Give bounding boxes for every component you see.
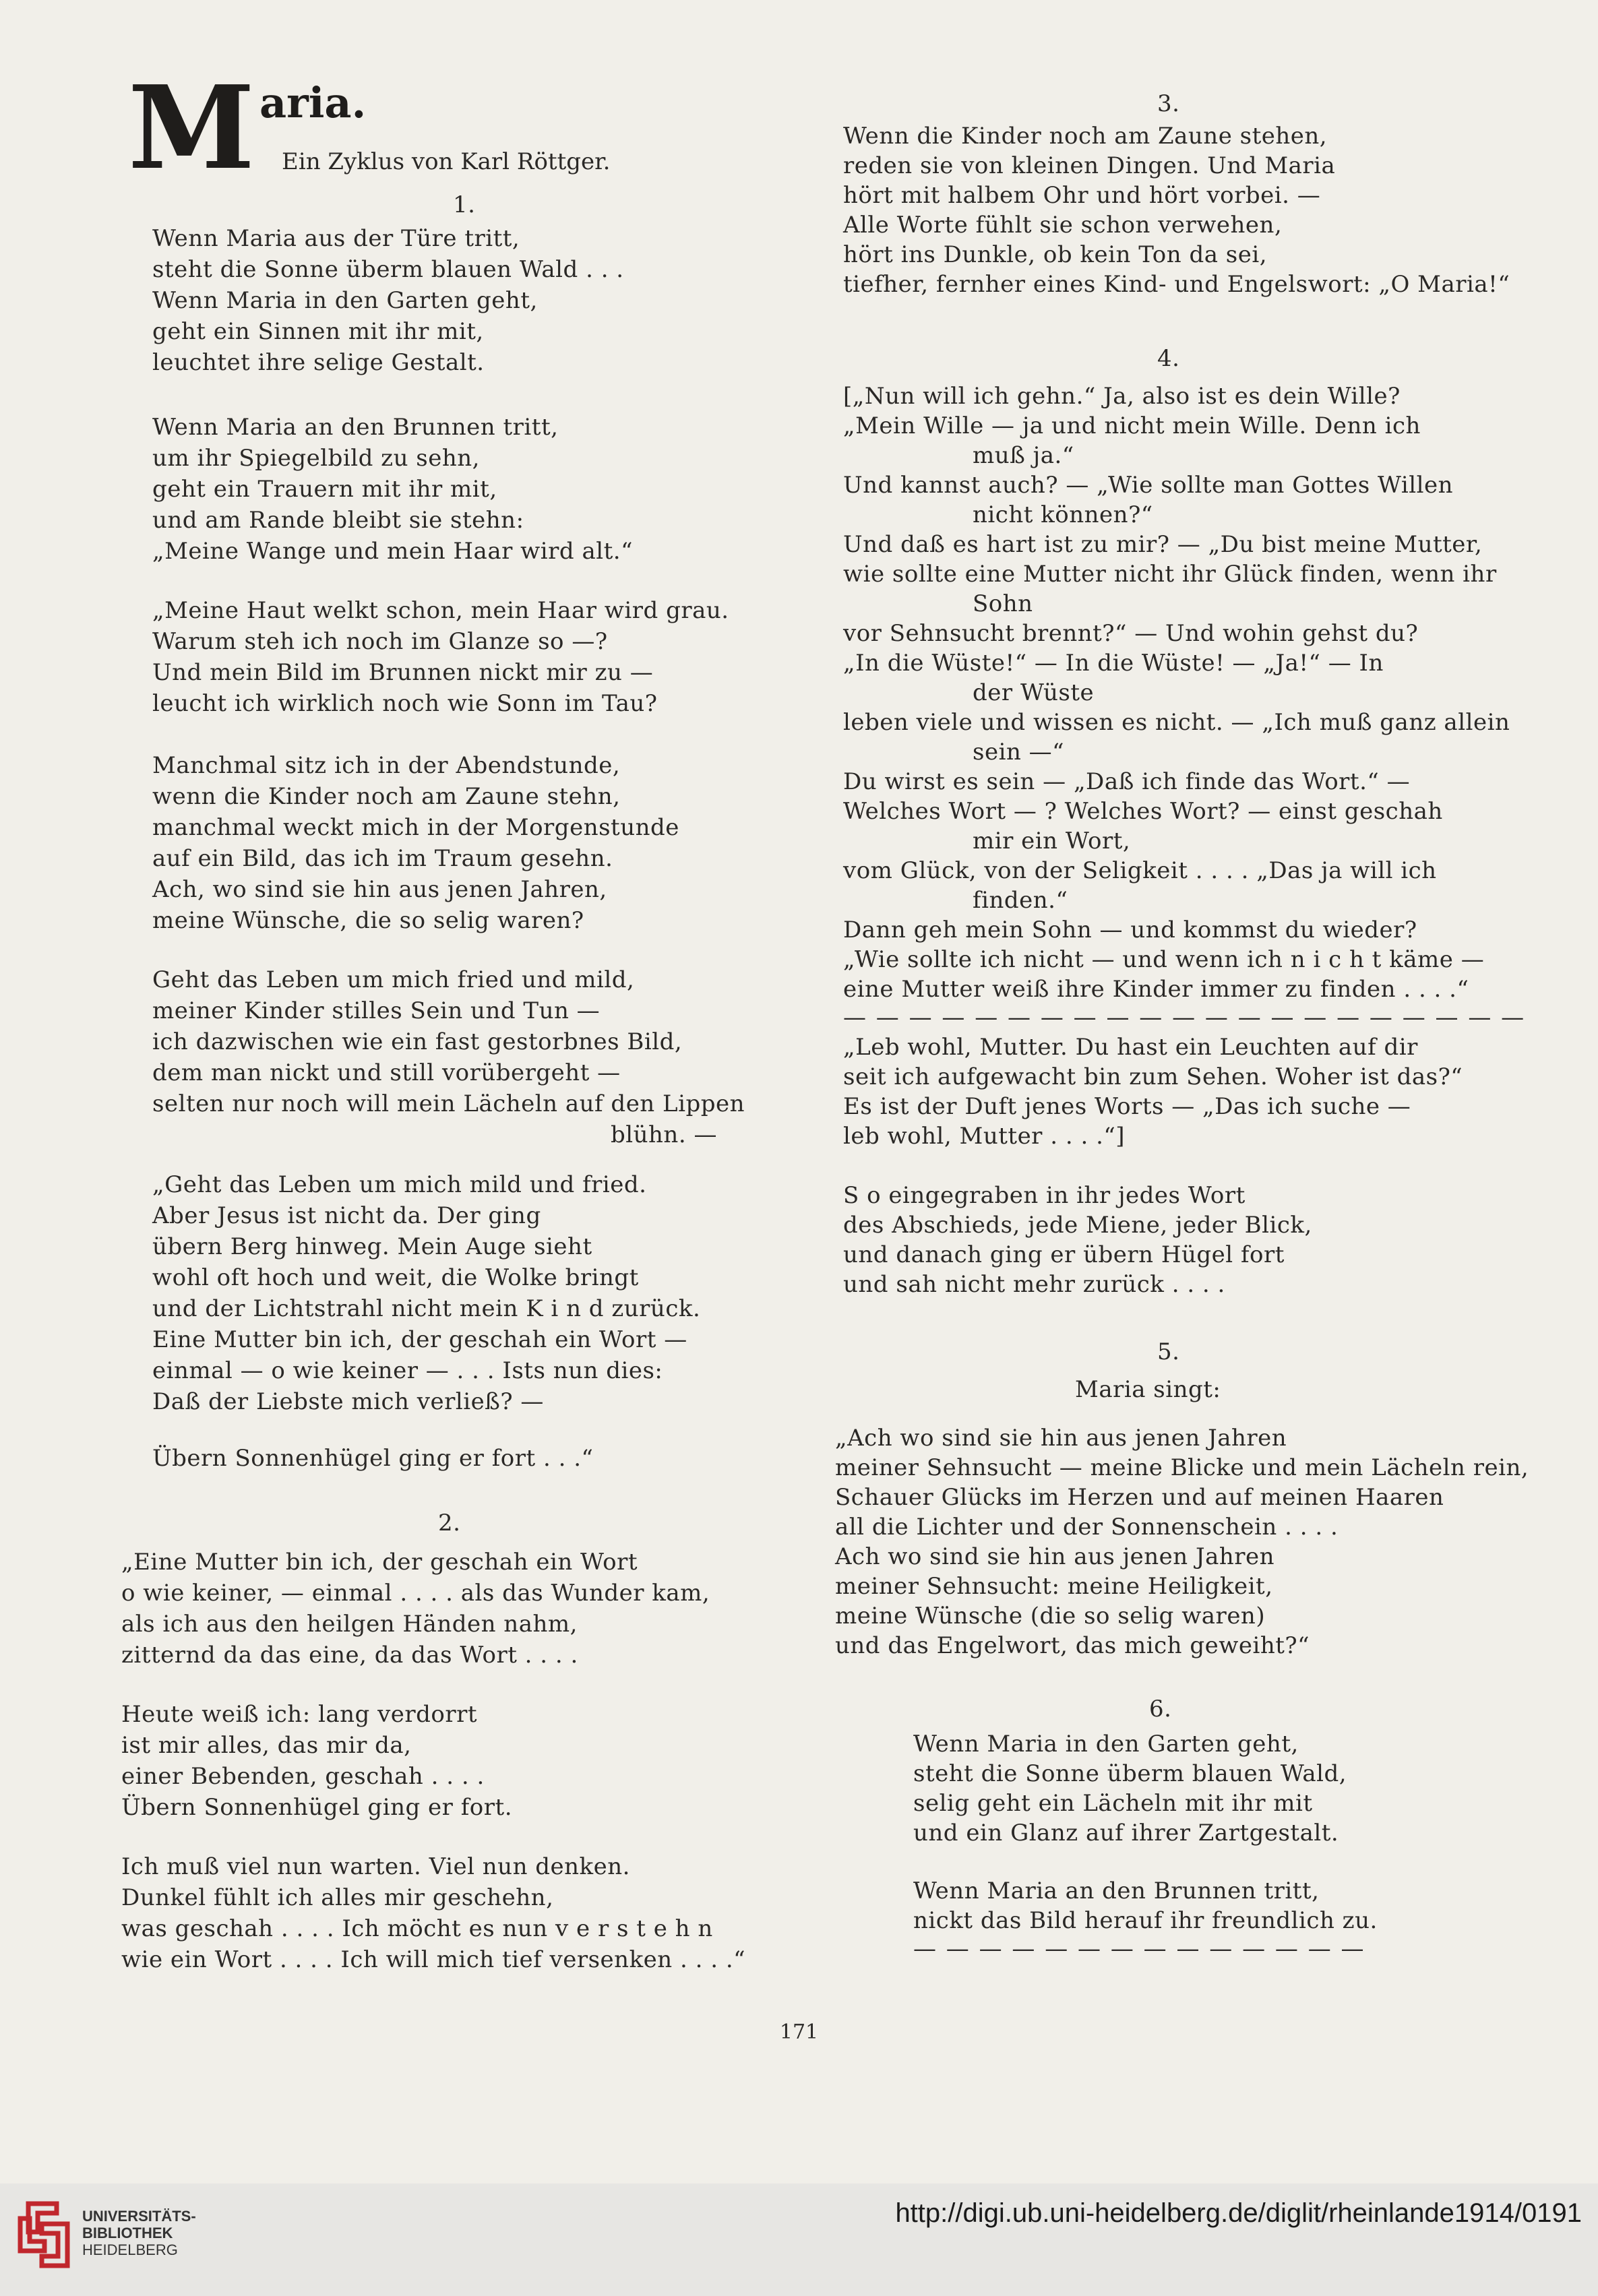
verse-line: Daß der Liebste mich verließ? — bbox=[152, 1388, 544, 1415]
verse-line: um ihr Spiegelbild zu sehn, bbox=[152, 445, 480, 472]
verse-line: Maria singt: bbox=[1075, 1376, 1221, 1403]
verse-line: des Abschieds, jede Miene, jeder Blick, bbox=[843, 1212, 1312, 1239]
verse-line: seit ich aufgewacht bin zum Sehen. Woher ist das?“ bbox=[843, 1063, 1463, 1090]
verse-line: reden sie von kleinen Dingen. Und Maria bbox=[843, 152, 1336, 179]
verse-line: Aber Jesus ist nicht da. Der ging bbox=[152, 1202, 541, 1229]
verse-line: meiner Sehnsucht: meine Heiligkeit, bbox=[835, 1573, 1273, 1600]
verse-line: und sah nicht mehr zurück . . . . bbox=[843, 1271, 1225, 1298]
verse-line: Welches Wort — ? Welches Wort? — einst geschah bbox=[843, 798, 1443, 825]
verse-line: als ich aus den heilgen Händen nahm, bbox=[121, 1611, 578, 1638]
verse-line: Manchmal sitz ich in der Abendstunde, bbox=[152, 752, 621, 779]
title-initial: M bbox=[128, 61, 253, 195]
section-number: 2. bbox=[438, 1510, 461, 1537]
verse-line: Übern Sonnenhügel ging er fort. bbox=[121, 1794, 513, 1821]
byline: Ein Zyklus von Karl Röttger. bbox=[282, 148, 611, 175]
verse-line: Warum steh ich noch im Glanze so —? bbox=[152, 628, 608, 655]
verse-line: selig geht ein Lächeln mit ihr mit bbox=[913, 1790, 1313, 1817]
verse-line: einmal — o wie keiner — . . . Ists nun dies: bbox=[152, 1357, 663, 1384]
verse-line: Übern Sonnenhügel ging er fort . . .“ bbox=[152, 1445, 594, 1472]
verse-line: Alle Worte fühlt sie schon verwehen, bbox=[843, 212, 1283, 239]
verse-line: Eine Mutter bin ich, der geschah ein Wort — bbox=[152, 1326, 687, 1353]
verse-line: geht ein Trauern mit ihr mit, bbox=[152, 476, 497, 503]
verse-line: Wenn Maria an den Brunnen tritt, bbox=[913, 1878, 1320, 1904]
verse-line: und danach ging er übern Hügel fort bbox=[843, 1241, 1285, 1268]
verse-line: „Geht das Leben um mich mild und fried. bbox=[152, 1171, 647, 1198]
verse-line: „Eine Mutter bin ich, der geschah ein Wort bbox=[121, 1549, 638, 1576]
verse-line: hört mit halbem Ohr und hört vorbei. — bbox=[843, 182, 1321, 209]
verse-line: meiner Kinder stilles Sein und Tun — bbox=[152, 997, 601, 1024]
library-name bbox=[82, 2208, 196, 2258]
verse-line: Dunkel fühlt ich alles mir geschehn, bbox=[121, 1884, 554, 1911]
verse-line: leben viele und wissen es nicht. — „Ich muß ganz allein bbox=[843, 709, 1510, 736]
verse-line: sein —“ bbox=[973, 739, 1065, 766]
verse-line: dem man nickt und still vorübergeht — bbox=[152, 1059, 621, 1086]
verse-line: blühn. — bbox=[611, 1121, 717, 1148]
verse-line: nicht können?“ bbox=[973, 501, 1153, 528]
section-number: 1. bbox=[453, 191, 476, 218]
verse-line: finden.“ bbox=[973, 887, 1068, 914]
verse-line: ich dazwischen wie ein fast gestorbnes Bild, bbox=[152, 1028, 683, 1055]
verse-line: selten nur noch will mein Lächeln auf den Lippen bbox=[152, 1090, 745, 1117]
section-number: 6. bbox=[1149, 1696, 1172, 1723]
verse-line: zitternd da das eine, da das Wort . . . . bbox=[121, 1642, 578, 1669]
verse-line: manchmal weckt mich in der Morgenstunde bbox=[152, 814, 679, 841]
verse-line: all die Lichter und der Sonnenschein . . . . bbox=[835, 1514, 1339, 1541]
verse-line: Und daß es hart ist zu mir? — „Du bist meine Mutter, bbox=[843, 531, 1483, 558]
verse-line: einer Bebenden, geschah . . . . bbox=[121, 1763, 485, 1790]
verse-line: der Wüste bbox=[973, 679, 1095, 706]
verse-line: Wenn Maria an den Brunnen tritt, bbox=[152, 414, 559, 441]
page-number: 171 bbox=[779, 2020, 819, 2044]
verse-line: meiner Sehnsucht — meine Blicke und mein Lächeln rein, bbox=[835, 1454, 1529, 1481]
verse-line: Und kannst auch? — „Wie sollte man Gottes Willen bbox=[843, 472, 1454, 499]
verse-line: Wenn die Kinder noch am Zaune stehen, bbox=[843, 123, 1328, 150]
verse-line: „Leb wohl, Mutter. Du hast ein Leuchten auf dir bbox=[843, 1034, 1418, 1061]
verse-line: tiefher, fernher eines Kind- und Engelswort: „O Maria!“ bbox=[843, 271, 1510, 298]
verse-line: „Wie sollte ich nicht — und wenn ich n i c h t käme — bbox=[843, 946, 1485, 973]
page-title: aria. bbox=[259, 78, 367, 127]
verse-line: „In die Wüste!“ — In die Wüste! — „Ja!“ — In bbox=[843, 650, 1384, 677]
verse-line: geht ein Sinnen mit ihr mit, bbox=[152, 318, 484, 345]
verse-line: Und mein Bild im Brunnen nickt mir zu — bbox=[152, 659, 654, 686]
verse-line: Ich muß viel nun warten. Viel nun denken. bbox=[121, 1853, 630, 1880]
verse-line: Wenn Maria in den Garten geht, bbox=[152, 287, 538, 314]
verse-line: „Mein Wille — ja und nicht mein Wille. Denn ich bbox=[843, 412, 1421, 439]
verse-line: was geschah . . . . Ich möcht es nun v e r s t e h n bbox=[121, 1915, 713, 1942]
verse-line: Wenn Maria aus der Türe tritt, bbox=[152, 225, 520, 252]
library-name-line: HEIDELBERG bbox=[82, 2241, 178, 2258]
section-number: 5. bbox=[1157, 1338, 1180, 1365]
verse-line: meine Wünsche (die so selig waren) bbox=[835, 1603, 1266, 1630]
verse-line: Heute weiß ich: lang verdorrt bbox=[121, 1701, 478, 1728]
verse-line: „Ach wo sind sie hin aus jenen Jahren bbox=[835, 1425, 1287, 1452]
verse-line: und das Engelwort, das mich geweiht?“ bbox=[835, 1632, 1310, 1659]
verse-line: Du wirst es sein — „Daß ich finde das Wort.“ — bbox=[843, 768, 1411, 795]
verse-line: leuchtet ihre selige Gestalt. bbox=[152, 349, 485, 376]
ub-heidelberg-logo-icon bbox=[15, 2198, 73, 2272]
verse-line: Wenn Maria in den Garten geht, bbox=[913, 1731, 1299, 1758]
verse-line: und am Rande bleibt sie stehn: bbox=[152, 507, 524, 534]
verse-line: muß ja.“ bbox=[973, 442, 1074, 469]
source-url-link[interactable]: http://digi.ub.uni-heidelberg.de/diglit/rheinlande1914/0191 bbox=[895, 2198, 1582, 2228]
verse-line: nickt das Bild herauf ihr freundlich zu. bbox=[913, 1907, 1378, 1934]
verse-line: Geht das Leben um mich fried und mild, bbox=[152, 966, 635, 993]
verse-line: ist mir alles, das mir da, bbox=[121, 1732, 412, 1759]
verse-line: wie sollte eine Mutter nicht ihr Glück finden, wenn ihr bbox=[843, 561, 1497, 588]
verse-line: übern Berg hinweg. Mein Auge sieht bbox=[152, 1233, 592, 1260]
verse-line: o wie keiner, — einmal . . . . als das Wunder kam, bbox=[121, 1580, 710, 1607]
dash-separator: — — — — — — — — — — — — — — bbox=[913, 1935, 1365, 1962]
verse-line: hört ins Dunkle, ob kein Ton da sei, bbox=[843, 241, 1268, 268]
verse-line: Schauer Glücks im Herzen und auf meinen Haaren bbox=[835, 1484, 1444, 1511]
verse-line: steht die Sonne überm blauen Wald, bbox=[913, 1760, 1347, 1787]
verse-line: und ein Glanz auf ihrer Zartgestalt. bbox=[913, 1820, 1339, 1847]
verse-line: mir ein Wort, bbox=[973, 828, 1131, 855]
verse-line: meine Wünsche, die so selig waren? bbox=[152, 907, 584, 934]
verse-line: vor Sehnsucht brennt?“ — Und wohin gehst du? bbox=[843, 620, 1419, 647]
verse-line: wohl oft hoch und weit, die Wolke bringt bbox=[152, 1264, 639, 1291]
verse-line: S o eingegraben in ihr jedes Wort bbox=[843, 1182, 1246, 1209]
dash-separator: — — — — — — — — — — — — — — — — — — — — — bbox=[843, 1004, 1526, 1031]
library-name-line: UNIVERSITÄTS- bbox=[82, 2208, 196, 2225]
verse-line: Dann geh mein Sohn — und kommst du wieder? bbox=[843, 917, 1417, 943]
verse-line: Sohn bbox=[973, 590, 1033, 617]
verse-line: „Meine Haut welkt schon, mein Haar wird grau. bbox=[152, 597, 729, 624]
verse-line: „Meine Wange und mein Haar wird alt.“ bbox=[152, 538, 633, 565]
verse-line: eine Mutter weiß ihre Kinder immer zu finden . . . .“ bbox=[843, 976, 1469, 1003]
verse-line: steht die Sonne überm blauen Wald . . . bbox=[152, 256, 624, 283]
verse-line: wenn die Kinder noch am Zaune stehn, bbox=[152, 783, 621, 810]
section-number: 4. bbox=[1157, 345, 1180, 372]
verse-line: leb wohl, Mutter . . . .“] bbox=[843, 1123, 1126, 1150]
verse-line: auf ein Bild, das ich im Traum gesehn. bbox=[152, 845, 613, 872]
verse-line: wie ein Wort . . . . Ich will mich tief versenken . . . .“ bbox=[121, 1946, 746, 1973]
section-number: 3. bbox=[1157, 90, 1180, 117]
verse-line: Ach wo sind sie hin aus jenen Jahren bbox=[835, 1543, 1275, 1570]
verse-line: Ach, wo sind sie hin aus jenen Jahren, bbox=[152, 876, 607, 903]
verse-line: vom Glück, von der Seligkeit . . . . „Das ja will ich bbox=[843, 857, 1437, 884]
verse-line: Es ist der Duft jenes Worts — „Das ich suche — bbox=[843, 1093, 1411, 1120]
verse-line: und der Lichtstrahl nicht mein K i n d zurück. bbox=[152, 1295, 701, 1322]
verse-line: leucht ich wirklich noch wie Sonn im Tau? bbox=[152, 690, 658, 717]
verse-line: [„Nun will ich gehn.“ Ja, also ist es dein Wille? bbox=[843, 383, 1401, 410]
library-name-line: BIBLIOTHEK bbox=[82, 2225, 173, 2241]
